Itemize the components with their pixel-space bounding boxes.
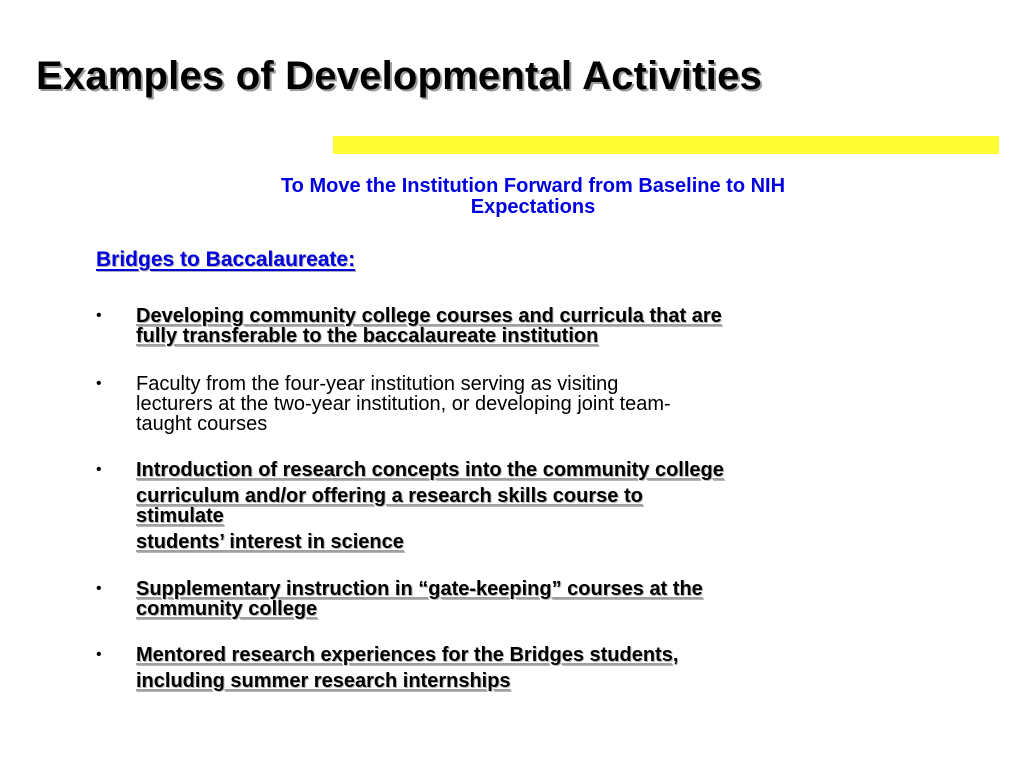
bullet-line: fully transferable to the baccalaureate institution	[136, 325, 599, 347]
bullet-text	[136, 579, 966, 619]
bullet-line: community college	[136, 598, 318, 620]
bullet-line: students’ interest in science	[136, 531, 404, 553]
section-heading: Bridges to Baccalaureate:	[96, 248, 356, 271]
bullet-line: Introduction of research concepts into the community college	[136, 459, 724, 481]
subtitle-line: Expectations	[470, 196, 596, 218]
subtitle-line: To Move the Institution Forward from Baseline to NIH	[280, 175, 786, 197]
bullet-line: taught courses	[136, 413, 268, 435]
slide-title: Examples of Developmental Activities	[36, 54, 762, 98]
slide-subtitle	[150, 176, 916, 218]
bullet-text	[136, 645, 966, 691]
bullet-line: Supplementary instruction in “gate-keeping” courses at the	[136, 578, 703, 600]
yellow-accent-bar	[333, 136, 999, 154]
bullet-line: including summer research internships	[136, 670, 511, 692]
bullet-line: stimulate	[136, 505, 224, 527]
bullet-line: Mentored research experiences for the Bridges students,	[136, 644, 679, 666]
bullet-icon: •	[96, 580, 102, 597]
bullet-text	[136, 460, 966, 552]
bullet-line: curriculum and/or offering a research skills course to	[136, 485, 643, 507]
bullet-icon: •	[96, 461, 102, 478]
bullet-icon: •	[96, 307, 102, 324]
bullet-icon: •	[96, 646, 102, 663]
bullet-text	[136, 306, 966, 346]
bullet-text	[136, 374, 966, 434]
bullet-line: Developing community college courses and curricula that are	[136, 305, 722, 327]
bullet-icon: •	[96, 375, 102, 392]
bullet-line: Faculty from the four-year institution serving as visiting	[136, 373, 619, 395]
bullet-line: lecturers at the two-year institution, or developing joint team-	[136, 393, 671, 415]
